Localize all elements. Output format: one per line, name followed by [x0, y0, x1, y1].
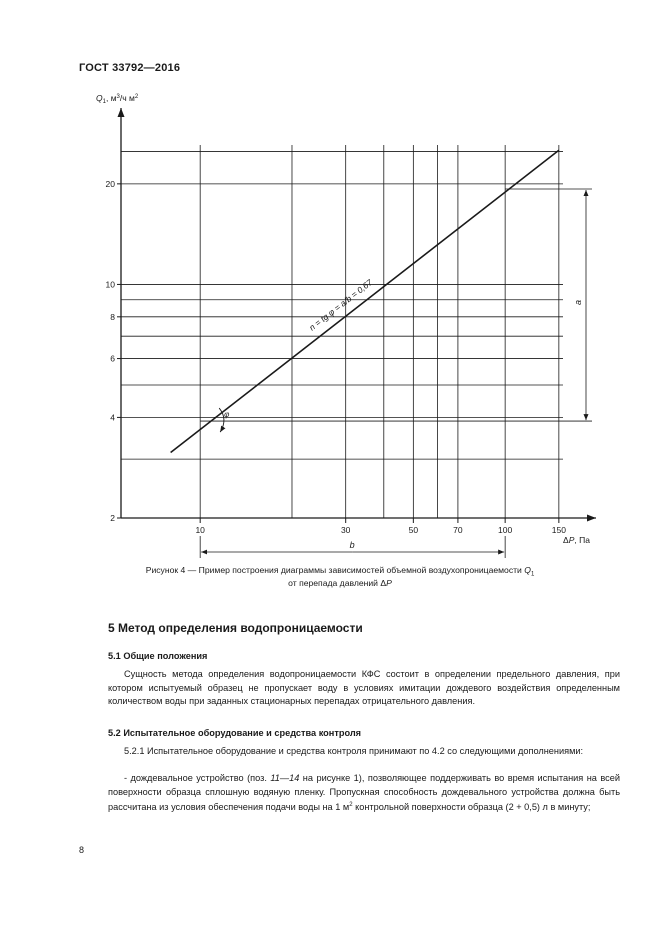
section-5-2-1-item: - дождевальное устройство (поз. 11—14 на рисунке 1), позволяющее поддерживать во время испытания на всей поверхности образца сплошную водяную пленку. Пропускная способность дождевального устройства должна быть рассчитана из условия обеспечения подачи воды на 1 $м^2$ контрольной поверхности образца (2 + 0,5) л в минуту; [108, 773, 620, 813]
standard-header: ГОСТ 33792—2016 [79, 62, 181, 74]
y-tick-label: 20 [105, 178, 115, 189]
x-tick-label: 70 [453, 525, 463, 535]
x-tick-label: 150 [551, 525, 566, 535]
page-number: 8 [79, 845, 85, 855]
dimension-b-label: b [349, 540, 355, 550]
y-axis-label: $Q_1$, $м^3/ч$ $м^2$ [96, 93, 139, 105]
x-tick-label: 10 [195, 525, 205, 535]
section-5-2-title: 5.2 Испытательное оборудование и средства контроля [108, 728, 362, 738]
y-tick-label: 8 [110, 311, 115, 322]
y-tick-label: 4 [110, 412, 115, 423]
section-5-title: 5 Метод определения водопроницаемости [108, 621, 363, 635]
x-tick-label: 100 [498, 525, 513, 535]
angle-label: φ [224, 410, 230, 420]
dimension-a [200, 189, 592, 421]
y-tick-label: 2 [110, 513, 115, 523]
section-5-1-paragraph: Сущность метода определения водопроницаемости КФС состоит в определении предельного давления, при котором испытуемый образец не пропускает воду в условиях имитации дождевого воздействия определенным количеством воды при заданных стационарных перепадах отрицательного давления. [108, 669, 620, 707]
y-tick-label: 10 [105, 279, 115, 290]
slope-label: n = tg φ = a/b = 0,67 [307, 277, 375, 333]
section-5-2-1-paragraph: 5.2.1 Испытательное оборудование и средства контроля принимают по 4.2 со следующими дополнениями: [124, 746, 584, 756]
y-tick-label: 6 [110, 353, 115, 364]
x-tick-label: 30 [340, 525, 351, 535]
x-axis-label: ΔP, Па [563, 535, 590, 545]
figure-caption-line1: Рисунок 4 — Пример построения диаграммы зависимостей объемной воздухопроницаемости $Q_1$ [145, 565, 535, 578]
section-5-1-title: 5.1 Общие положения [108, 651, 208, 661]
series-line [171, 150, 559, 452]
figure-caption-line2: от перепада давлений ΔP [288, 578, 392, 588]
x-tick-label: 50 [408, 525, 419, 535]
dimension-a-label: a [573, 300, 583, 306]
vertical-gridlines [200, 145, 559, 518]
axis-ticks [106, 179, 567, 535]
